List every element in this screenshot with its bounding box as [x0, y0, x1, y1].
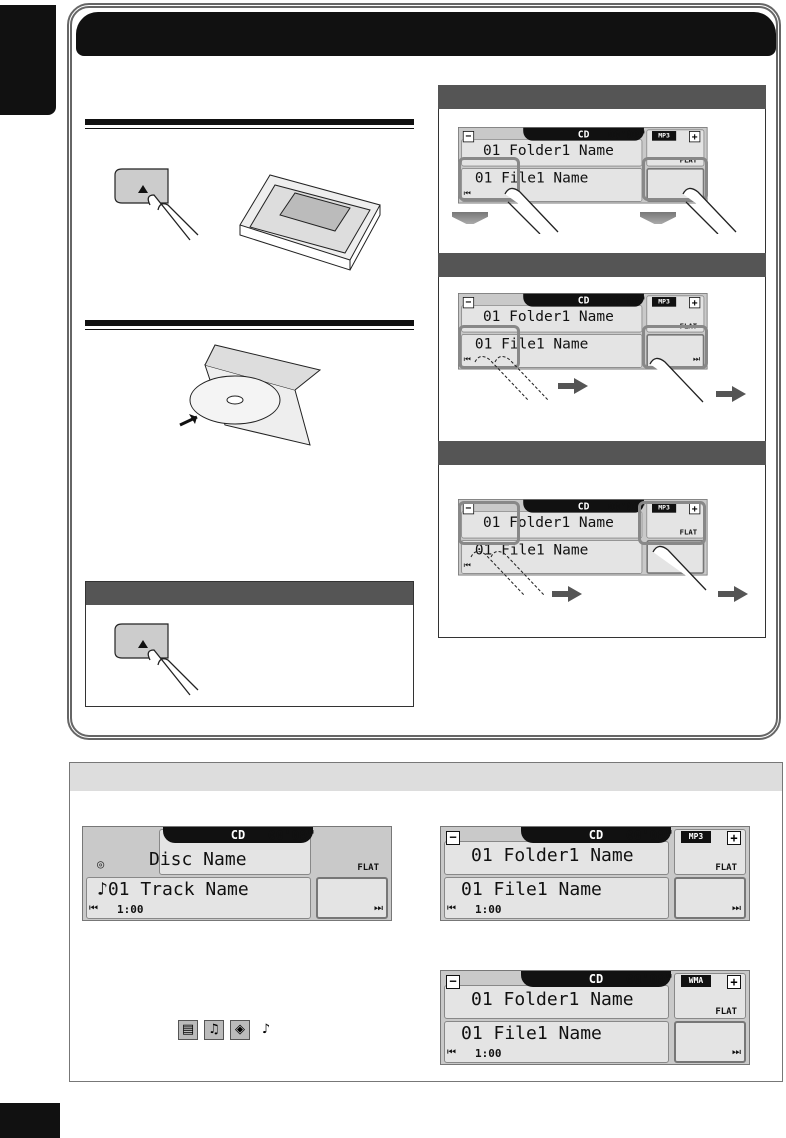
time-readout: 00'00" — [268, 829, 315, 844]
music-file-icon: ♫ — [204, 1020, 224, 1040]
rewind-icon[interactable]: ⏮ — [447, 1047, 456, 1058]
operation-header-1 — [438, 85, 766, 109]
insert-disc-illustration — [175, 340, 325, 450]
eq-label: FLAT — [679, 528, 698, 537]
rewind-icon[interactable]: ⏮ — [447, 903, 456, 914]
format-badge: MP3 — [652, 131, 676, 141]
folder-name: 01 Folder1 Name — [471, 845, 634, 866]
elapsed-time: 1:00 — [475, 1047, 502, 1060]
eq-label: FLAT — [679, 156, 698, 165]
eject-button-illustration-2 — [110, 620, 210, 700]
source-label: CD — [523, 294, 644, 307]
plus-icon[interactable]: + — [727, 975, 741, 989]
folder-name: 01 Folder1 Name — [482, 308, 614, 326]
display-info-header — [70, 763, 782, 791]
plus-icon[interactable]: + — [727, 831, 741, 845]
eq-label: FLAT — [357, 863, 379, 873]
track-name: ♪01 Track Name — [97, 879, 249, 900]
source-label: CD — [523, 128, 644, 141]
time-readout: 00'00" — [626, 973, 673, 988]
finger-icon — [678, 182, 738, 234]
format-badge: MP3 — [681, 831, 711, 843]
elapsed-time: 1:00 — [117, 903, 144, 916]
fast-forward-icon[interactable]: ⏭ — [693, 354, 701, 364]
eq-label: FLAT — [679, 322, 698, 331]
file-type-icons — [178, 1018, 282, 1041]
swipe-finger-icon — [645, 352, 725, 407]
folder-icon: ▤ — [178, 1020, 198, 1040]
source-label: CD — [523, 500, 644, 513]
plus-icon[interactable]: + — [689, 503, 700, 514]
wma-display — [440, 970, 750, 1065]
folder-name: 01 Folder1 Name — [471, 989, 634, 1010]
format-badge: WMA — [681, 975, 711, 987]
plus-icon[interactable]: + — [689, 131, 700, 142]
time-readout: 00'00" — [607, 295, 646, 308]
swipe-finger-icon — [648, 540, 728, 595]
rewind-icon[interactable]: ⏮ — [463, 354, 471, 364]
disc-icon: ◈ — [230, 1020, 250, 1040]
operation-header-2 — [438, 253, 766, 277]
note-icon: ♪ — [256, 1021, 276, 1041]
source-label: CD — [521, 971, 671, 987]
section-rule-1-thin — [85, 128, 414, 129]
file-name: 01 File1 Name — [461, 1023, 602, 1044]
format-badge: MP3 — [652, 503, 676, 513]
minus-icon[interactable]: − — [463, 503, 474, 514]
source-label: CD — [521, 827, 671, 843]
highlight-left — [458, 501, 520, 545]
time-readout: 00'00" — [607, 501, 646, 514]
right-arrow — [734, 586, 748, 602]
operation-header-3 — [438, 441, 766, 465]
file-name: 01 File1 Name — [474, 541, 589, 559]
folder-name: 01 Folder1 Name — [482, 514, 614, 532]
swipe-finger-icon — [463, 545, 556, 600]
section-rule-1 — [85, 119, 414, 125]
file-name: 01 File1 Name — [474, 169, 589, 187]
swipe-finger-icon — [470, 350, 560, 405]
eq-label: FLAT — [715, 863, 737, 873]
folder-name: 01 Folder1 Name — [482, 142, 614, 160]
section-rule-2-thin — [85, 329, 414, 330]
time-readout: 00'00" — [607, 129, 646, 142]
minus-icon[interactable]: − — [446, 975, 460, 989]
minus-icon[interactable]: − — [463, 131, 474, 142]
page-number-box — [0, 1103, 60, 1138]
disc-icon: ◎ — [97, 857, 105, 871]
elapsed-time: 1:00 — [475, 903, 502, 916]
fast-forward-icon[interactable]: ⏭ — [732, 903, 741, 914]
highlight-right — [638, 501, 706, 545]
rewind-icon[interactable]: ⏮ — [463, 188, 471, 198]
language-tab — [0, 5, 56, 115]
disc-name: Disc Name — [149, 849, 247, 870]
right-arrow — [568, 586, 582, 602]
minus-icon[interactable]: − — [446, 831, 460, 845]
cd-display — [82, 826, 392, 921]
fast-forward-icon[interactable]: ⏭ — [732, 1047, 741, 1058]
title-bar — [76, 12, 776, 56]
eq-label: FLAT — [715, 1007, 737, 1017]
file-name: 01 File1 Name — [461, 879, 602, 900]
mp3-display — [440, 826, 750, 921]
fast-forward-icon[interactable]: ⏭ — [374, 903, 383, 914]
format-badge: MP3 — [652, 297, 676, 307]
finger-icon — [500, 182, 560, 234]
right-arrow — [732, 386, 746, 402]
rewind-icon[interactable]: ⏮ — [463, 560, 471, 570]
minus-icon[interactable]: − — [463, 297, 474, 308]
source-label: CD — [163, 827, 313, 843]
plus-icon[interactable]: + — [689, 297, 700, 308]
faceplate-illustration — [230, 165, 390, 275]
section-rule-2 — [85, 320, 414, 326]
eject-button-illustration — [110, 165, 200, 245]
file-name: 01 File1 Name — [474, 335, 589, 353]
right-arrow — [574, 378, 588, 394]
time-readout: 00'00" — [626, 829, 673, 844]
rewind-icon[interactable]: ⏮ — [89, 903, 98, 914]
